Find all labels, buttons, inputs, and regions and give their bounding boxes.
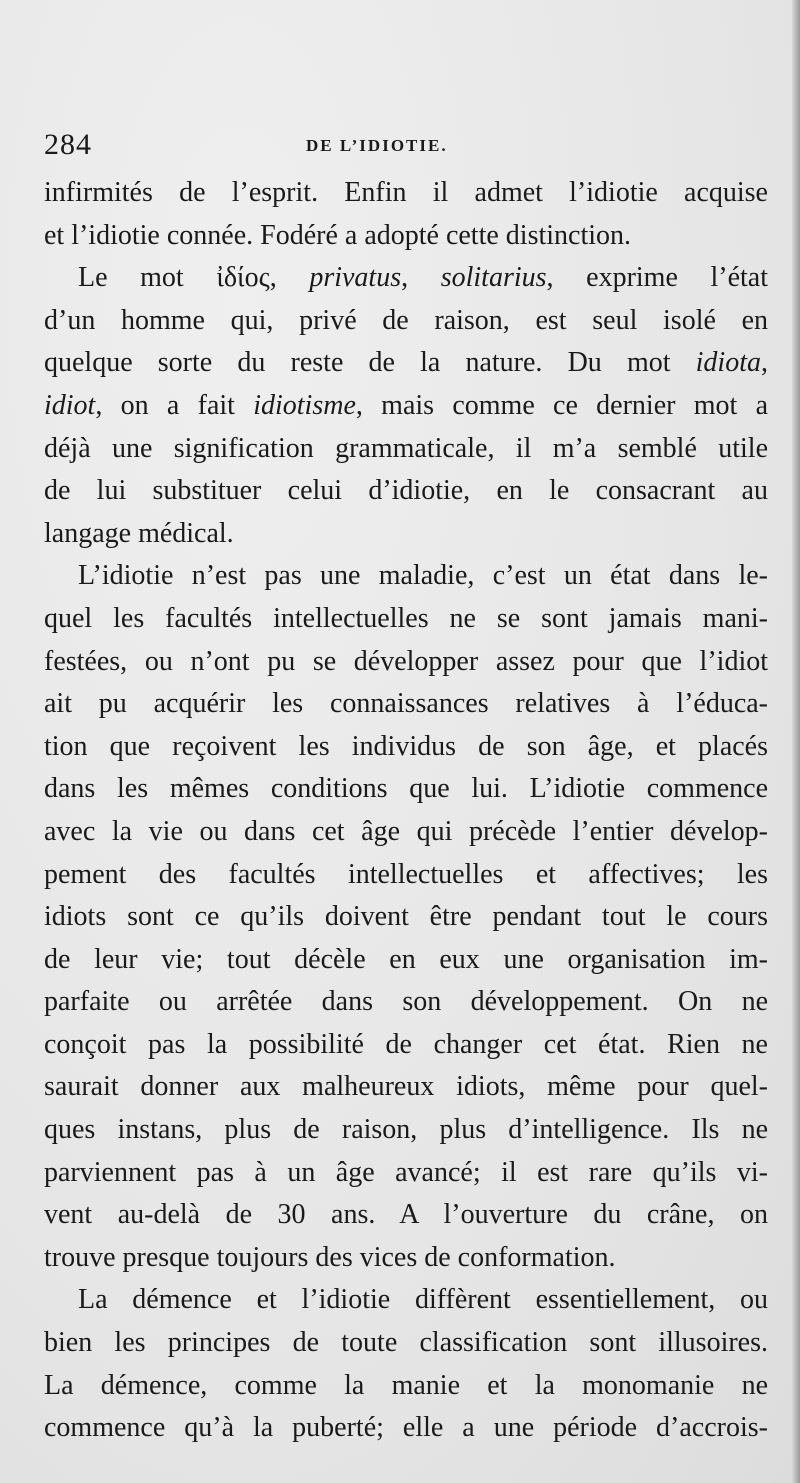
text-segment: d’un homme qui, privé de raison, est seul isolé en — [44, 304, 768, 336]
text-segment: Le mot — [78, 262, 217, 294]
text-line — [44, 1152, 768, 1195]
text-line — [44, 257, 768, 300]
italic-term: idiotisme — [253, 389, 356, 421]
text-line — [44, 1407, 768, 1450]
text-line — [44, 555, 768, 598]
text-line — [44, 1194, 768, 1237]
text-segment: , exprime l’état — [546, 262, 768, 294]
text-segment: langage médical. — [44, 517, 234, 549]
text-segment: de lui substituer celui d’idiotie, en le consacrant au — [44, 475, 768, 507]
text-segment: L’idiotie n’est pas une maladie, c’est un état dans le- — [78, 560, 768, 592]
text-line — [44, 385, 768, 428]
text-line — [44, 683, 768, 726]
text-segment: ἰδίος — [216, 262, 270, 294]
text-line — [44, 1365, 768, 1408]
text-segment: bien les principes de toute classification sont illusoires. — [44, 1327, 768, 1359]
page-number: 284 — [44, 128, 92, 161]
text-line — [44, 1024, 768, 1067]
text-line — [44, 172, 768, 215]
text-line — [44, 1279, 768, 1322]
text-line — [44, 470, 768, 513]
italic-term: idiota — [695, 347, 761, 379]
text-segment: , — [761, 347, 768, 379]
text-segment: ait pu acquérir les connaissances relatives à l’éduca- — [44, 688, 768, 720]
text-segment: et l’idiotie connée. Fodéré a adopté cette distinction. — [44, 219, 632, 251]
text-line — [44, 981, 768, 1024]
text-segment: quelque sorte du reste de la nature. Du mot — [44, 347, 696, 379]
text-line — [44, 641, 768, 684]
body-text — [44, 172, 768, 1450]
text-segment: , mais comme ce dernier mot a — [355, 389, 768, 421]
text-segment: infirmités de l’esprit. Enfin il admet l’idiotie acquise — [44, 177, 768, 208]
text-segment: de leur vie; tout décèle en eux une organisation im- — [44, 943, 768, 975]
text-line — [44, 513, 768, 556]
italic-term: idiot — [44, 389, 96, 421]
text-segment: , on a fait — [95, 389, 254, 421]
text-line — [44, 896, 768, 939]
text-segment: trouve presque toujours des vices de conformation. — [44, 1241, 616, 1273]
page-edge-shadow — [792, 0, 800, 1483]
text-segment: déjà une signification grammaticale, il m’a semblé utile — [44, 432, 768, 464]
text-line — [44, 939, 768, 982]
italic-term: solitarius — [440, 262, 547, 294]
text-line — [44, 768, 768, 811]
text-segment: quel les facultés intellectuelles ne se sont jamais mani- — [44, 602, 768, 634]
text-segment: dans les mêmes conditions que lui. L’idiotie commence — [44, 773, 768, 805]
text-line — [44, 598, 768, 641]
text-segment: avec la vie ou dans cet âge qui précède l’entier dévelop- — [44, 815, 768, 847]
text-line — [44, 726, 768, 769]
text-segment: La démence et l’idiotie diffèrent essentiellement, ou — [78, 1284, 768, 1316]
text-line — [44, 1322, 768, 1365]
book-page — [44, 122, 768, 1450]
text-segment: La démence, comme la manie et la monomanie ne — [44, 1369, 768, 1401]
text-segment: parfaite ou arrêtée dans son développement. On ne — [44, 986, 768, 1018]
text-segment: pement des facultés intellectuelles et affectives; les — [44, 858, 768, 890]
text-segment: vent au-delà de 30 ans. A l’ouverture du crâne, on — [44, 1199, 768, 1231]
page-header — [44, 122, 768, 172]
text-line — [44, 300, 768, 343]
italic-term: privatus — [309, 262, 402, 294]
text-segment: , — [269, 262, 310, 294]
text-line — [44, 215, 768, 258]
text-segment: tion que reçoivent les individus de son âge, et placés — [44, 730, 768, 762]
text-line — [44, 342, 768, 385]
text-line — [44, 428, 768, 471]
text-segment: ques instans, plus de raison, plus d’intelligence. Ils ne — [44, 1114, 768, 1146]
text-segment: saurait donner aux malheureux idiots, même pour quel- — [44, 1071, 768, 1103]
text-line — [44, 1066, 768, 1109]
text-segment: parviennent pas à un âge avancé; il est rare qu’ils vi- — [44, 1156, 768, 1188]
text-segment: , — [401, 262, 441, 294]
text-segment: idiots sont ce qu’ils doivent être pendant tout le cours — [44, 901, 768, 933]
text-line — [44, 811, 768, 854]
text-segment: commence qu’à la puberté; elle a une période d’accrois- — [44, 1412, 768, 1444]
text-segment: festées, ou n’ont pu se développer assez pour que l’idiot — [44, 645, 768, 677]
text-line — [44, 1237, 768, 1280]
running-title: DE L’IDIOTIE. — [306, 136, 448, 155]
text-segment: conçoit pas la possibilité de changer cet état. Rien ne — [44, 1028, 768, 1060]
text-line — [44, 854, 768, 897]
text-line — [44, 1109, 768, 1152]
